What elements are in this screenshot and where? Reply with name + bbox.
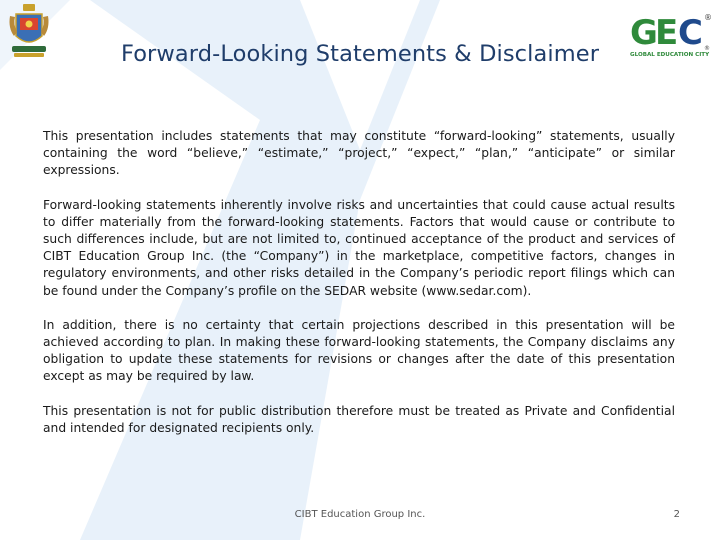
gec-logo-subtitle: GLOBAL EDUCATION CITY	[630, 52, 710, 58]
paragraph-risks: Forward-looking statements inherently involve risks and uncertainties that could cause actual results to differ materially from the forward-looking statements. Factors that would cause or contribute to such differences include, but are not limited to, continued acceptance of the product and services of CIBT Education Group Inc. (the “Company”) in the marketplace, competitive factors, changes in regulatory environments, and other risks detailed in the Company’s periodic report filings which can be found under the Company’s profile on the SEDAR website (www.sedar.com).	[43, 197, 675, 298]
page-title	[0, 41, 720, 67]
footer-company: CIBT Education Group Inc.	[294, 509, 426, 520]
svg-text:E: E	[655, 13, 679, 53]
paragraph-forward-looking-intro: This presentation includes statements that may constitute “forward-looking” statements, usually containing the word “believe,” “estimate,” “project,” “expect,” “plan,” “anticipate” or similar expressions.	[43, 129, 675, 178]
svg-text:®: ®	[704, 45, 710, 52]
gec-logo-mark: ®	[704, 13, 712, 22]
disclaimer-body	[43, 128, 675, 437]
svg-text:C: C	[678, 13, 703, 53]
page-title-text: Forward-Looking Statements & Disclaimer	[120, 41, 600, 67]
paragraph-projections: In addition, there is no certainty that certain projections described in this presentation will be achieved according to plan. In making these forward-looking statements, the Company disclaims any obligation to update these statements for revisions or changes after the date of this presentation except as may be required by law.	[43, 317, 675, 384]
paragraph-confidentiality: This presentation is not for public distribution therefore must be treated as Private and Confidential and intended for designated recipients only.	[43, 403, 675, 435]
footer-page-number: 2	[673, 509, 680, 520]
svg-text:G: G	[630, 13, 658, 53]
